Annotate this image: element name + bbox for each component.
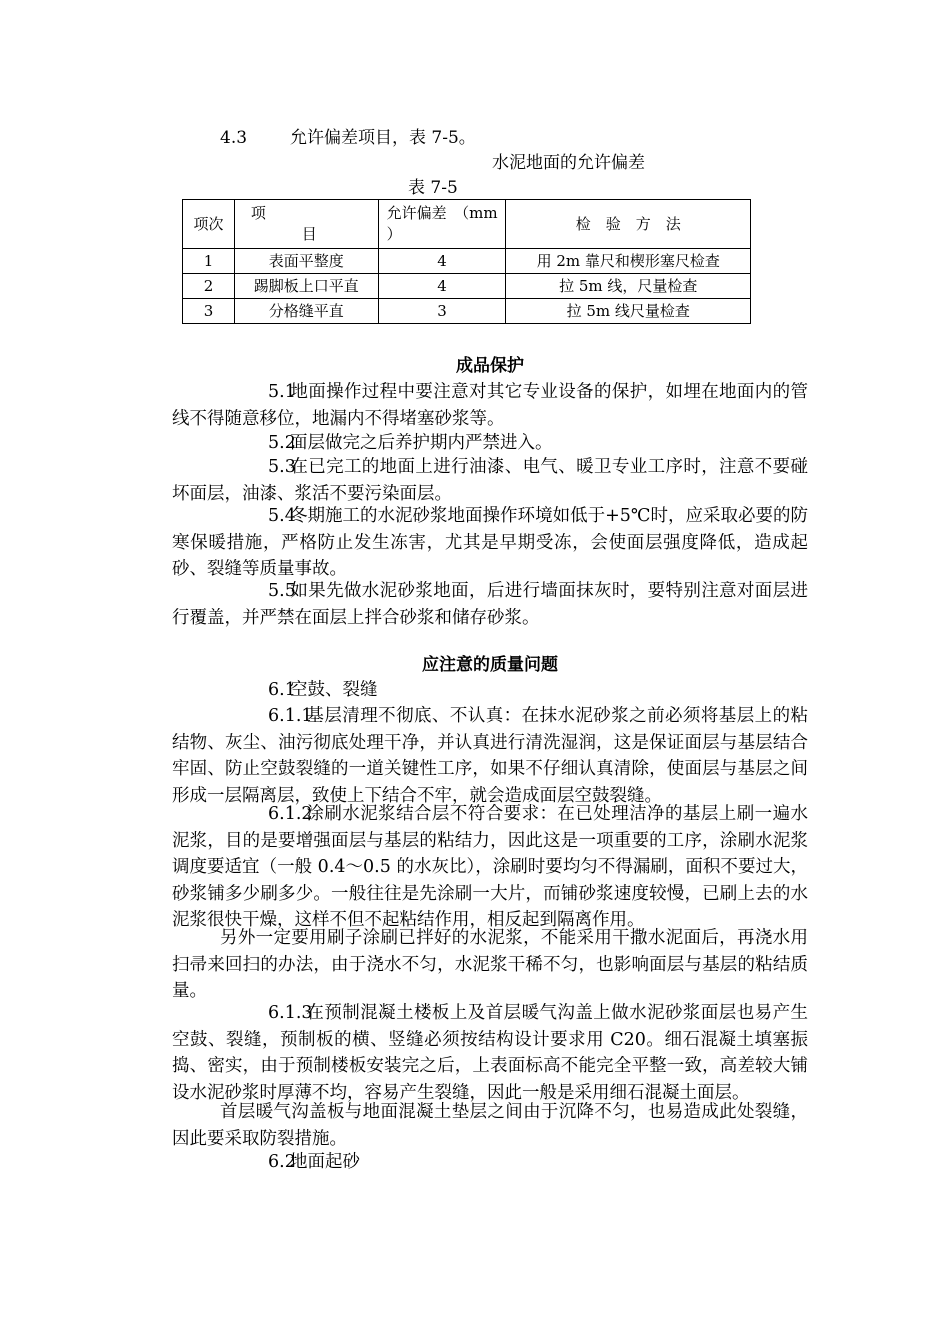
row-value: 4 xyxy=(378,274,506,299)
header-value xyxy=(378,200,506,249)
paragraph-number: 6.1.1 xyxy=(268,706,313,726)
paragraph-number: 6.1 xyxy=(268,680,296,700)
paragraph-number: 5.3 xyxy=(268,457,296,477)
paragraph-text: 地面起砂 xyxy=(290,1152,360,1172)
paragraph-number: 6.2 xyxy=(268,1152,296,1172)
paragraph-number: 5.1 xyxy=(268,382,296,402)
paragraph-6-1-1 xyxy=(172,703,808,809)
paragraph-5-2 xyxy=(172,430,808,457)
row-method: 拉 5m 线尺量检查 xyxy=(506,299,751,324)
paragraph-number: 5.5 xyxy=(268,581,296,601)
header-item-line1: 项 xyxy=(250,204,266,222)
table-title: 水泥地面的允许偏差 xyxy=(492,153,645,173)
row-method: 用 2m 靠尺和楔形塞尺检查 xyxy=(506,249,751,274)
paragraph-5-3 xyxy=(172,454,808,507)
row-no: 3 xyxy=(183,299,235,324)
section-number: 4.3 xyxy=(220,128,248,148)
paragraph-5-4 xyxy=(172,503,808,583)
section-6-title: 应注意的质量问题 xyxy=(422,655,558,675)
paragraph-text: 如果先做水泥砂浆地面，后进行墙面抹灰时，要特别注意对面层进行覆盖，并严禁在面层上拌合砂浆和储存砂浆。 xyxy=(172,581,808,628)
table-row xyxy=(183,274,751,299)
paragraph-number: 5.2 xyxy=(268,433,296,453)
paragraph-6-2 xyxy=(172,1149,808,1176)
row-item: 踢脚板上口平直 xyxy=(234,274,378,299)
paragraph-text: 在已完工的地面上进行油漆、电气、暖卫专业工序时，注意不要碰坏面层，油漆、浆活不要污染面层。 xyxy=(172,457,808,504)
header-no: 项次 xyxy=(183,200,235,249)
row-no: 1 xyxy=(183,249,235,274)
paragraph-6-1-2 xyxy=(172,801,808,934)
table-header-row xyxy=(183,200,751,249)
paragraph-number: 6.1.3 xyxy=(268,1003,313,1023)
paragraph-5-1 xyxy=(172,379,808,432)
paragraph-6-1-2-b: 另外一定要用刷子涂刷已拌好的水泥浆，不能采用干撒水泥面后，再浇水用扫帚来回扫的办法，由于浇水不匀，水泥浆干稀不匀，也影响面层与基层的粘结质量。 xyxy=(172,928,808,1002)
section-5-title: 成品保护 xyxy=(456,356,524,376)
paragraph-text: 地面操作过程中要注意对其它专业设备的保护，如埋在地面内的管线不得随意移位，地漏内不得堵塞砂浆等。 xyxy=(172,382,808,429)
table-row xyxy=(183,249,751,274)
header-value-line1: 允许偏差 （mm xyxy=(386,204,498,222)
paragraph-6-1-3 xyxy=(172,1000,808,1106)
row-value: 3 xyxy=(378,299,506,324)
header-item-line2: 目 xyxy=(301,225,317,243)
paragraph-text: 冬期施工的水泥砂浆地面操作环境如低于+5℃时，应采取必要的防寒保暖措施，严格防止发生冻害，尤其是早期受冻，会使面层强度降低，造成起砂、裂缝等质量事故。 xyxy=(172,506,808,580)
row-method: 拉 5m 线，尺量检查 xyxy=(506,274,751,299)
section-text: 允许偏差项目，表 7-5。 xyxy=(290,128,476,148)
paragraph-number: 6.1.2 xyxy=(268,804,313,824)
table-row xyxy=(183,299,751,324)
deviation-table xyxy=(182,199,751,324)
row-item: 分格缝平直 xyxy=(234,299,378,324)
paragraph-5-5 xyxy=(172,578,808,631)
table-number: 表 7-5 xyxy=(408,178,458,198)
paragraph-text: 面层做完之后养护期内严禁进入。 xyxy=(290,433,553,453)
header-item xyxy=(234,200,378,249)
paragraph-text: 基层清理不彻底、不认真：在抹水泥砂浆之前必须将基层上的粘结物、灰尘、油污彻底处理干净，并认真进行清洗湿润，这是保证面层与基层结合牢固、防止空鼓裂缝的一道关键性工序，如果不仔细认真清除，使面层与基层之间形成一层隔离层，致使上下结合不牢，就会造成面层空鼓裂缝。 xyxy=(172,706,808,806)
section-4-3-line xyxy=(220,126,476,150)
paragraph-text: 涂刷水泥浆结合层不符合要求：在已处理洁净的基层上刷一遍水泥浆，目的是要增强面层与基层的粘结力，因此这是一项重要的工序，涂刷水泥浆调度要适宜（一般 0.4～0.5 的水灰比），涂刷时要均匀不得漏刷，面积不要过大，砂浆铺多少刷多少。一般往往是先涂刷一大片，而铺砂浆速度较慢，已刷上去的水泥浆很快干燥，这样不但不起粘结作用，相反起到隔离作用。 xyxy=(172,804,808,931)
header-value-line2: ） xyxy=(386,225,402,243)
row-no: 2 xyxy=(183,274,235,299)
header-method: 检 验 方 法 xyxy=(506,200,751,249)
paragraph-number: 5.4 xyxy=(268,506,296,526)
paragraph-6-1-3-b: 首层暖气沟盖板与地面混凝土垫层之间由于沉降不匀，也易造成此处裂缝，因此要采取防裂措施。 xyxy=(172,1102,808,1149)
paragraph-text: 空鼓、裂缝 xyxy=(290,680,378,700)
row-value: 4 xyxy=(378,249,506,274)
paragraph-text: 在预制混凝土楼板上及首层暖气沟盖上做水泥砂浆面层也易产生空鼓、裂缝，预制板的横、竖缝必须按结构设计要求用 C20。细石混凝土填塞振捣、密实，由于预制楼板安装完之后，上表面标高不能完全平整一致，高差较大铺设水泥砂浆时厚薄不均，容易产生裂缝，因此一般是采用细石混凝土面层。 xyxy=(172,1003,808,1103)
paragraph-6-1 xyxy=(172,677,808,704)
row-item: 表面平整度 xyxy=(234,249,378,274)
